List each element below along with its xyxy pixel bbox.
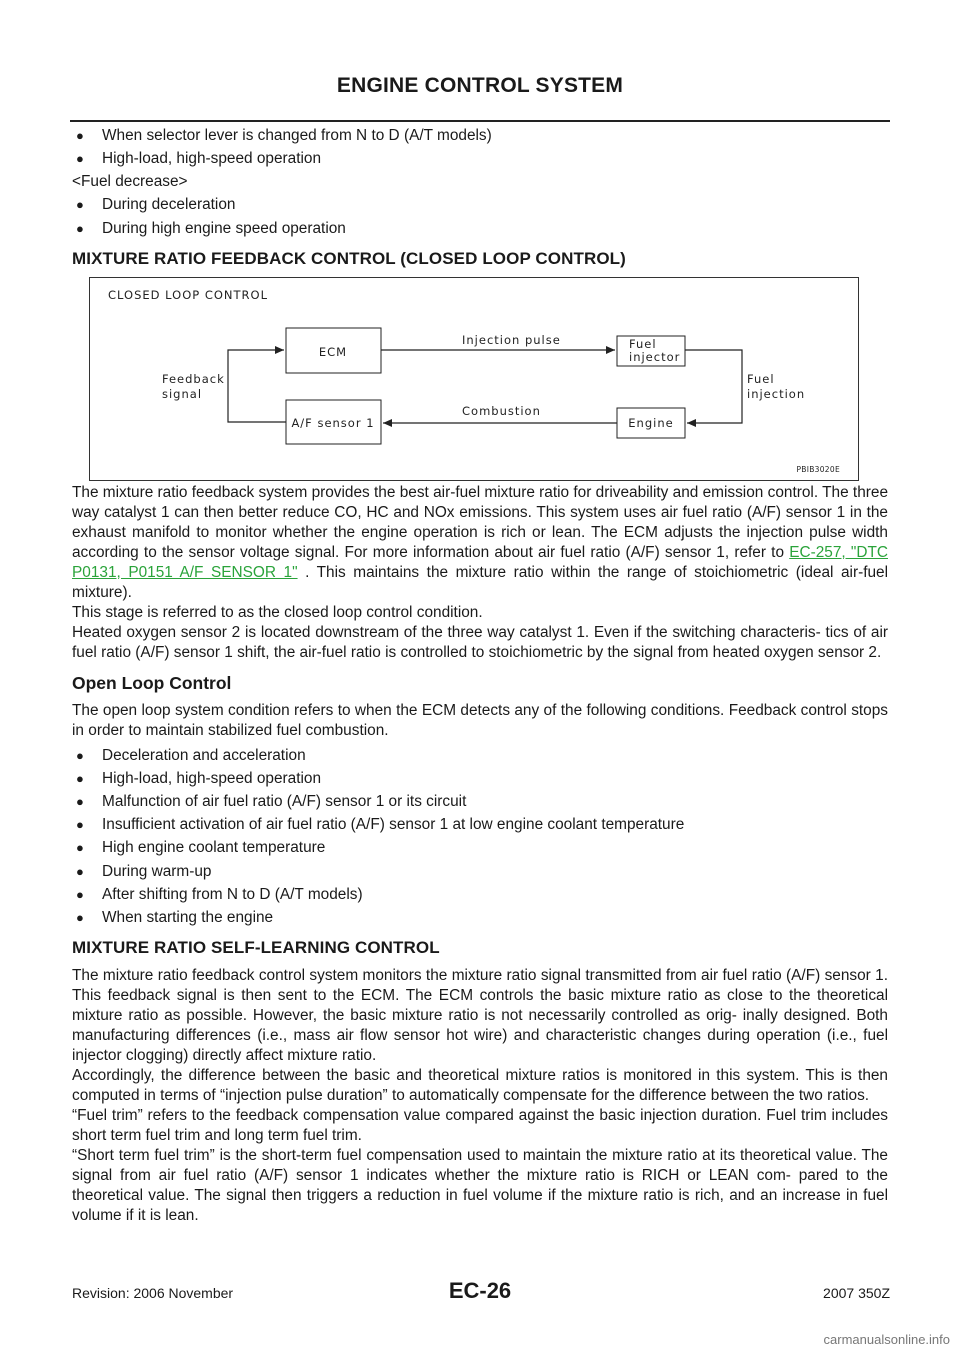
section-heading-open-loop: Open Loop Control — [72, 672, 232, 693]
engine-label: Engine — [628, 415, 674, 430]
list-item: ● High engine coolant temperature — [76, 839, 326, 857]
list-item: ● When selector lever is changed from N to D (A/T models) — [76, 127, 492, 144]
bullet-icon: ● — [76, 863, 84, 879]
figure-code: PBIB3020E — [796, 464, 840, 474]
list-item: ● High-load, high-speed operation — [76, 150, 322, 168]
af-sensor-label: A/F sensor 1 — [291, 415, 375, 430]
footer-model: 2007 350Z — [823, 1285, 890, 1301]
fuel-injection-label-1: Fuel — [747, 371, 775, 386]
page-content — [72, 126, 888, 1226]
self-learning-paragraph-4: “Short term fuel trim” is the short-term fuel compensation used to maintain the mixture ratio at its theoretical value. The signal from air fuel ratio (A/F) sensor 1 indicates whether the mixture ratio is RICH or LEAN com- pared to the theoretical value. The signal then triggers a reduction in fuel volume if the mixture ratio is rich, and an increase in fuel volume if it is lean. — [72, 1146, 888, 1224]
fuel-decrease-label: <Fuel decrease> — [72, 173, 188, 191]
bullet-icon: ● — [76, 817, 84, 833]
footer-revision: Revision: 2006 November — [72, 1285, 234, 1301]
list-item: ● During high engine speed operation — [76, 219, 346, 237]
feedback-signal-label-2: signal — [162, 386, 203, 401]
closed-loop-diagram-svg — [90, 278, 858, 480]
page-title: ENGINE CONTROL SYSTEM — [336, 74, 624, 97]
self-learning-paragraph-3: “Fuel trim” refers to the feedback compensation value compared against the basic injection duration. Fuel trim includes short term fuel trim and long term fuel trim. — [72, 1106, 888, 1144]
fuel-injection-arrow — [685, 350, 742, 423]
open-loop-paragraph: The open loop system condition refers to when the ECM detects any of the following conditions. Feedback control stops in order to maintain stabilized fuel combustion. — [72, 701, 888, 739]
bullet-icon: ● — [76, 747, 84, 763]
diagram-title: CLOSED LOOP CONTROL — [108, 287, 269, 302]
ecm-label: ECM — [318, 344, 348, 359]
list-item: ● Insufficient activation of air fuel ratio (A/F) sensor 1 at low engine coolant temperature — [76, 816, 685, 834]
injection-pulse-label: Injection pulse — [462, 332, 561, 347]
feedback-signal-label-1: Feedback — [162, 371, 225, 386]
self-learning-paragraph-2: Accordingly, the difference between the basic and theoretical mixture ratios is monitored in this system. This is then computed in terms of “injection pulse duration” to automatically compensate for the difference between the two ratios. — [72, 1066, 888, 1104]
list-item: ● After shifting from N to D (A/T models) — [76, 885, 363, 903]
section-heading-feedback: MIXTURE RATIO FEEDBACK CONTROL (CLOSED LOOP CONTROL) — [72, 248, 626, 268]
bullet-icon: ● — [76, 151, 84, 167]
list-item: ● Malfunction of air fuel ratio (A/F) sensor 1 or its circuit — [76, 792, 467, 810]
bullet-icon: ● — [76, 197, 84, 213]
bullet-icon: ● — [76, 770, 84, 786]
list-item: ● High-load, high-speed operation — [76, 769, 322, 787]
closed-loop-diagram — [89, 277, 859, 481]
title-rule — [70, 120, 890, 122]
feedback-paragraph-3: Heated oxygen sensor 2 is located downstream of the three way catalyst 1. Even if the switching characteris- tics of air fuel ratio (A/F) sensor 1 shift, the air-fuel ratio is controlled to stoichiometric by the signal from heated oxygen sensor 2. — [72, 623, 888, 661]
combustion-label: Combustion — [462, 403, 541, 418]
feedback-signal-arrow — [228, 350, 286, 422]
list-item: ● During warm-up — [76, 862, 212, 880]
bullet-icon: ● — [76, 220, 84, 236]
fuel-injection-label-2: injection — [747, 386, 806, 401]
dtc-reference-link[interactable]: EC-257, "DTC P0131, P0151 A/F SENSOR 1" — [72, 543, 888, 581]
section-heading-self-learning: MIXTURE RATIO SELF-LEARNING CONTROL — [72, 937, 440, 957]
bullet-icon: ● — [76, 128, 84, 143]
feedback-paragraph-2: This stage is referred to as the closed loop control condition. — [72, 603, 483, 621]
bullet-icon: ● — [76, 840, 84, 856]
bullet-icon: ● — [76, 886, 84, 902]
list-item: ● When starting the engine — [76, 908, 274, 926]
list-item: ● Deceleration and acceleration — [76, 746, 306, 764]
bullet-icon: ● — [76, 793, 84, 809]
list-item: ● During deceleration — [76, 196, 236, 214]
page-number: EC-26 — [448, 1278, 512, 1303]
bullet-icon: ● — [76, 909, 84, 925]
watermark: carmanualsonline.info — [823, 1332, 950, 1347]
feedback-paragraph-1: The mixture ratio feedback system provides the best air-fuel mixture ratio for driveability and emission control. The three way catalyst 1 can then better reduce CO, HC and NOx emissions. This system uses air fuel ratio (A/F) sensor 1 in the exhaust manifold to monitor whether the engine operation is rich or lean. The ECM adjusts the injection pulse width according to the sensor voltage signal. For more information about air fuel ratio (A/F) sensor 1, refer to EC-257, "DTC P0131, P0151 A/F SENSOR 1" . This maintains the mixture ratio within the range of stoichiometric (ideal air-fuel mixture). — [72, 483, 889, 601]
fuel-injector-label-1: Fuel — [629, 336, 657, 351]
self-learning-paragraph-1: The mixture ratio feedback control system monitors the mixture ratio signal transmitted from air fuel ratio (A/F) sensor 1. This feedback signal is then sent to the ECM. The ECM controls the basic mixture ratio as close to the theoretical mixture ratio as possible. However, the basic mixture ratio is not necessarily controlled as orig- inally designed. Both manufacturing differences (i.e., mass air flow sensor hot wire) and characteristic changes during operation (i.e., fuel injector clogging) directly affect mixture ratio. — [72, 966, 888, 1064]
fuel-injector-label-2: injector — [629, 349, 681, 364]
